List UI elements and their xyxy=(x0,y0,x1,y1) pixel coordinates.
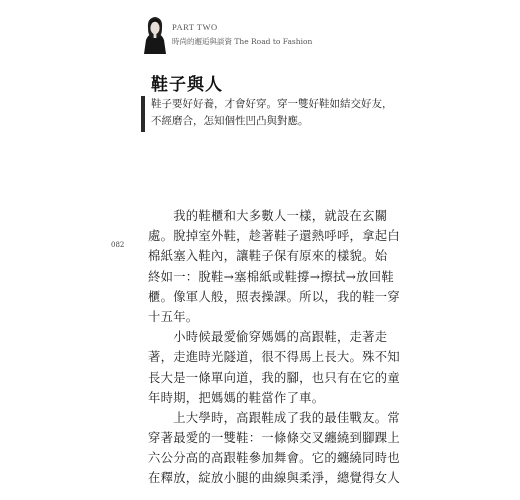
body-line: 棉紙塞入鞋內，讓鞋子保有原來的樣貌。始 xyxy=(148,249,388,264)
body-line: 六公分高的高跟鞋參加舞會。它的纏繞同時也 xyxy=(148,451,400,466)
body-line: 終如一：脫鞋→塞棉紙或鞋撐→擦拭→放回鞋 xyxy=(148,269,394,284)
body-line: 著，走進時光隧道，很不得馬上長大。殊不知 xyxy=(148,350,400,365)
body-line: 我的鞋櫃和大多數人一樣，就設在玄關 xyxy=(148,209,388,223)
epigraph xyxy=(151,96,391,130)
author-portrait xyxy=(140,14,170,54)
body-line: 年時期，把媽媽的鞋當作了車。 xyxy=(148,390,325,405)
body-line: 十五年。 xyxy=(148,309,199,324)
body-text xyxy=(148,206,400,489)
body-line: 上大學時，高跟鞋成了我的最佳戰友。常 xyxy=(148,410,400,425)
body-line: 穿著最愛的一雙鞋：一條條交叉纏繞到腳踝上 xyxy=(148,431,400,446)
page-number: 082 xyxy=(111,241,125,249)
epigraph-line: 鞋子要好好養，才會好穿。穿一雙好鞋如結交好友， xyxy=(151,98,393,110)
section-title: 鞋子與人 xyxy=(151,75,223,95)
body-line: 處。脫掉室外鞋，趁著鞋子還熱呼呼，拿起白 xyxy=(148,229,400,244)
epigraph-bar xyxy=(141,96,145,132)
body-line: 櫃。像軍人般，照表操課。所以，我的鞋一穿 xyxy=(148,289,400,304)
body-line: 小時候最愛偷穿媽媽的高跟鞋，走著走 xyxy=(148,330,388,345)
body-line: 在釋放，綻放小腿的曲線與柔淨，總覺得女人 xyxy=(148,471,400,486)
epigraph-line: 不經磨合，怎知個性凹凸與對應。 xyxy=(151,115,309,127)
part-label: PART TWO xyxy=(172,22,218,32)
part-subtitle: 時尚的邂逅與談資 The Road to Fashion xyxy=(172,37,313,46)
body-line: 長大是一條單向道，我的腳，也只有在它的童 xyxy=(148,370,400,385)
